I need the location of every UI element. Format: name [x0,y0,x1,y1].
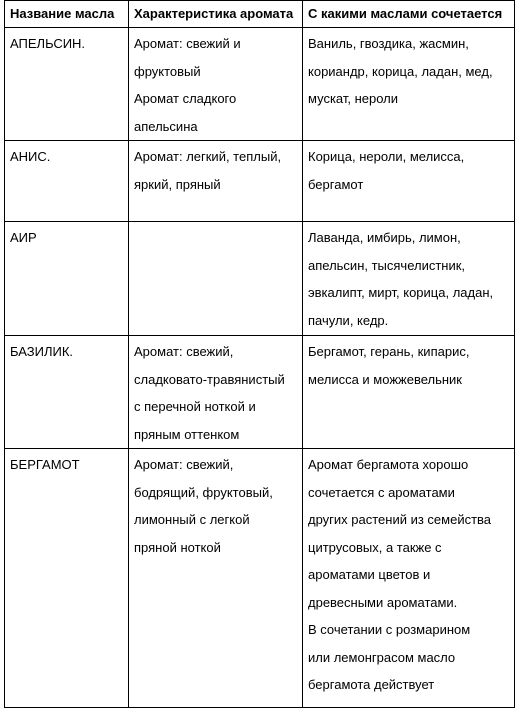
combinations-cell [303,449,515,708]
combo-line: ароматами цветов и [308,567,431,582]
combinations-cell [303,222,515,336]
aroma-line: бодрящий, фруктовый, [134,484,273,500]
aroma-cell [129,449,303,708]
combo-line: апельсин, тысячелистник, [308,257,466,273]
aroma-cell [129,336,303,449]
combinations-cell [303,336,515,449]
combo-line: мускат, нероли [308,91,399,106]
combo-line: Корица, нероли, мелисса, [308,149,465,164]
table-row [5,336,515,449]
table-row [5,28,515,141]
header-aroma: Характеристика аромата [129,1,303,28]
aroma-line: пряной ноткой [134,539,221,555]
aroma-line: сладковато-травянистый [134,371,285,387]
combo-line: сочетается с ароматами [308,484,455,500]
combo-line: Лаванда, имбирь, лимон, [308,230,461,245]
header-combinations: С какими маслами сочетается [303,1,515,28]
aroma-line: Аромат сладкого [134,91,237,106]
aroma-line: лимонный с легкой [134,512,250,527]
combo-line: Аромат бергамота хорошо [308,457,469,472]
header-oil-name: Название масла [5,1,129,28]
combo-line: Ваниль, гвоздика, жасмин, [308,36,469,51]
combo-line: бергамота действует [308,677,435,692]
aroma-line: с перечной ноткой и [134,399,256,414]
combo-line: эвкалипт, мирт, корица, ладан, [308,285,494,300]
table-row [5,449,515,708]
combo-line: бергамот [308,176,364,192]
combo-line: мелисса и можжевельник [308,371,462,387]
combo-line: Бергамот, герань, кипарис, [308,344,470,359]
combo-line: или лемонграсом масло [308,649,456,665]
combinations-cell [303,28,515,141]
aroma-line: Аромат: свежий и [134,36,241,51]
oil-name-cell: АНИС. [5,141,129,222]
combo-line: В сочетании с розмарином [308,622,471,637]
oils-table [4,0,515,708]
aroma-line: фруктовый [134,63,201,79]
combo-line: древесными ароматами. [308,594,458,610]
aroma-line: апельсина [134,118,198,134]
combo-line: кориандр, корица, ладан, мед, [308,63,493,79]
table-row [5,141,515,222]
combinations-cell [303,141,515,222]
aroma-line: яркий, пряный [134,176,221,192]
aroma-cell [129,141,303,222]
combo-line: других растений из семейства [308,512,492,527]
aroma-line: Аромат: свежий, [134,344,234,359]
aroma-line: пряным оттенком [134,426,240,442]
oil-name-cell: БАЗИЛИК. [5,336,129,449]
combo-line: пачули, кедр. [308,312,389,328]
aroma-line: Аромат: свежий, [134,457,234,472]
aroma-cell [129,222,303,336]
oil-name-cell: БЕРГАМОТ [5,449,129,708]
aroma-line: Аромат: легкий, теплый, [134,149,282,164]
oil-name-cell: АПЕЛЬСИН. [5,28,129,141]
aroma-cell [129,28,303,141]
header-row [5,1,515,28]
table-row [5,222,515,336]
oil-name-cell: АИР [5,222,129,336]
combo-line: цитрусовых, а также с [308,539,442,555]
